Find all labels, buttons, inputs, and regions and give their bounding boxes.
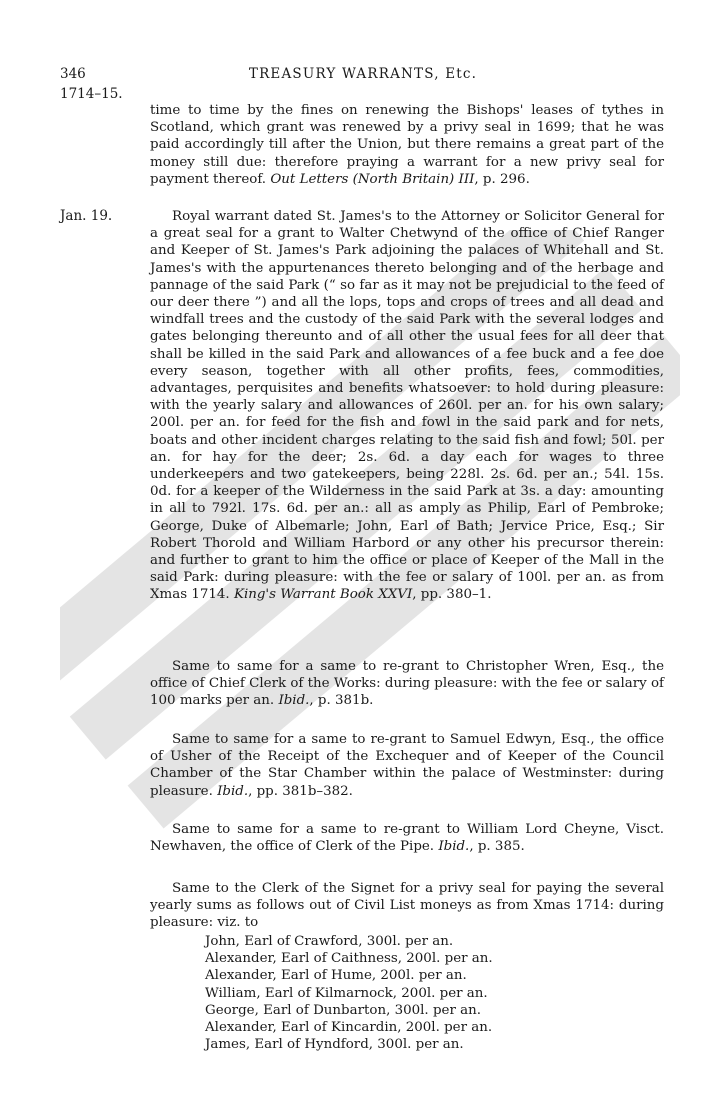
entry-signet (150, 880, 664, 932)
entry-reference: Ibid. (438, 839, 470, 855)
list-item: John, Earl of Crawford, 300l. per an. (205, 934, 454, 949)
entry-edwyn (150, 731, 664, 800)
entry-text: Same to the Clerk of the Signet for a privy seal for paying the several yearly sums as follows out of Civil List moneys as from Xmas 1714: during pleasure: viz. to (150, 881, 664, 931)
page-header (60, 66, 666, 88)
entry-text: Same to same for a same to re-grant to Samuel Edwyn, Esq., the office of Usher of the Receipt of the Exchequer and of Keeper of the Council Chamber of the Star Chamber within the palace of Westminster: during pleasure. (150, 732, 664, 799)
list-item: Alexander, Earl of Caithness, 200l. per an. (205, 951, 493, 967)
page-number: 346 (60, 66, 86, 82)
entry-text: Royal warrant dated St. James's to the Attorney or Solicitor General for a great seal for a grant to Walter Chetwynd of the office of Chief Ranger and Keeper of St. James's Park adjoining the palaces of Whitehall and St. James's with the appurtenances thereto belonging and of the herbage and pannage of the said Park (“ so far as it may not be prejudicial to the feed of our deer there ”) and all the lops, tops and crops of trees and all dead and windfall trees and the custody of the said Park with the several lodges and gates belonging thereunto and of all other the usual fees for all deer that shall be killed in the said Park and allowances of a fee buck and a fee doe every season, together with all other profits, fees, commodities, advantages, perquisites and benefits whatsoever: to hold during pleasure: with the yearly salary and allowances of 260l. per an. for his own salary; 200l. per an. for feed for the fish and fowl in the said park and for nets, boats and other incident charges relating to the said fish and fowl; 50l. per an. for hay for the deer; 2s. 6d. a day each for wages to three underkeepers and two gatekeepers, being 228l. 2s. 6d. per an.; 54l. 15s. 0d. for a keeper of the Wilderness in the said Park at 3s. a day: amounting in all to 792l. 17s. 6d. per an.: all as amply as Philip, Earl of Pembroke; George, Duke of Albemarle; John, Earl of Bath; Jervice Price, Esq.; Sir Robert Thorold and William Harbord or any other his precursor therein: and further to grant to him the office or place of Keeper of the Mall in the said Park: during pleasure: with the fee or salary of 100l. per an. as from Xmas 1714. (150, 209, 664, 603)
list-item: Alexander, Earl of Kincardin, 200l. per an. (205, 1020, 493, 1036)
entry-reference-page: , pp. 380–1. (412, 587, 492, 603)
entry-text: Same to same for a same to re-grant to William Lord Cheyne, Visct. Newhaven, the office of Clerk of the Pipe. (150, 822, 664, 855)
entry-text: Same to same for a same to re-grant to Christopher Wren, Esq., the office of Chief Clerk of the Works: during pleasure: with the fee or salary of 100 marks per an. (150, 659, 664, 709)
entry-reference-page: , pp. 381b–382. (248, 783, 353, 799)
entry-reference-page: , p. 385. (469, 839, 525, 855)
entry-reference: King's Warrant Book XXVI (233, 587, 413, 603)
entry-reference: Ibid. (278, 693, 310, 709)
entry-continuation (150, 102, 664, 188)
entry-wren (150, 658, 664, 710)
entry-reference: Ibid. (217, 783, 249, 799)
list-item: Alexander, Earl of Hume, 200l. per an. (205, 968, 467, 984)
list-item: James, Earl of Hyndford, 300l. per an. (205, 1037, 464, 1053)
grants-list (205, 933, 625, 1053)
running-title: TREASURY WARRANTS, Etc. (248, 66, 478, 82)
list-item: George, Earl of Dunbarton, 300l. per an. (205, 1002, 481, 1018)
entry-reference: Out Letters (North Britain) III (270, 171, 475, 187)
margin-date: Jan. 19. (60, 208, 113, 224)
entry-chetwynd (150, 208, 664, 604)
list-item: William, Earl of Kilmarnock, 200l. per an. (205, 985, 488, 1001)
entry-text: time to time by the fines on renewing the Bishops' leases of tythes in Scotland, which grant was renewed by a privy seal in 1699; that he was paid accordingly till after the Union, but there remains a great part of the money still due: therefore praying a warrant for a new privy seal for payment thereof. (150, 103, 664, 187)
entry-reference-page: , p. 381b. (309, 693, 374, 709)
entry-cheyne (150, 821, 664, 855)
margin-years: 1714–15. (60, 86, 123, 102)
entry-reference-page: , p. 296. (474, 171, 530, 187)
